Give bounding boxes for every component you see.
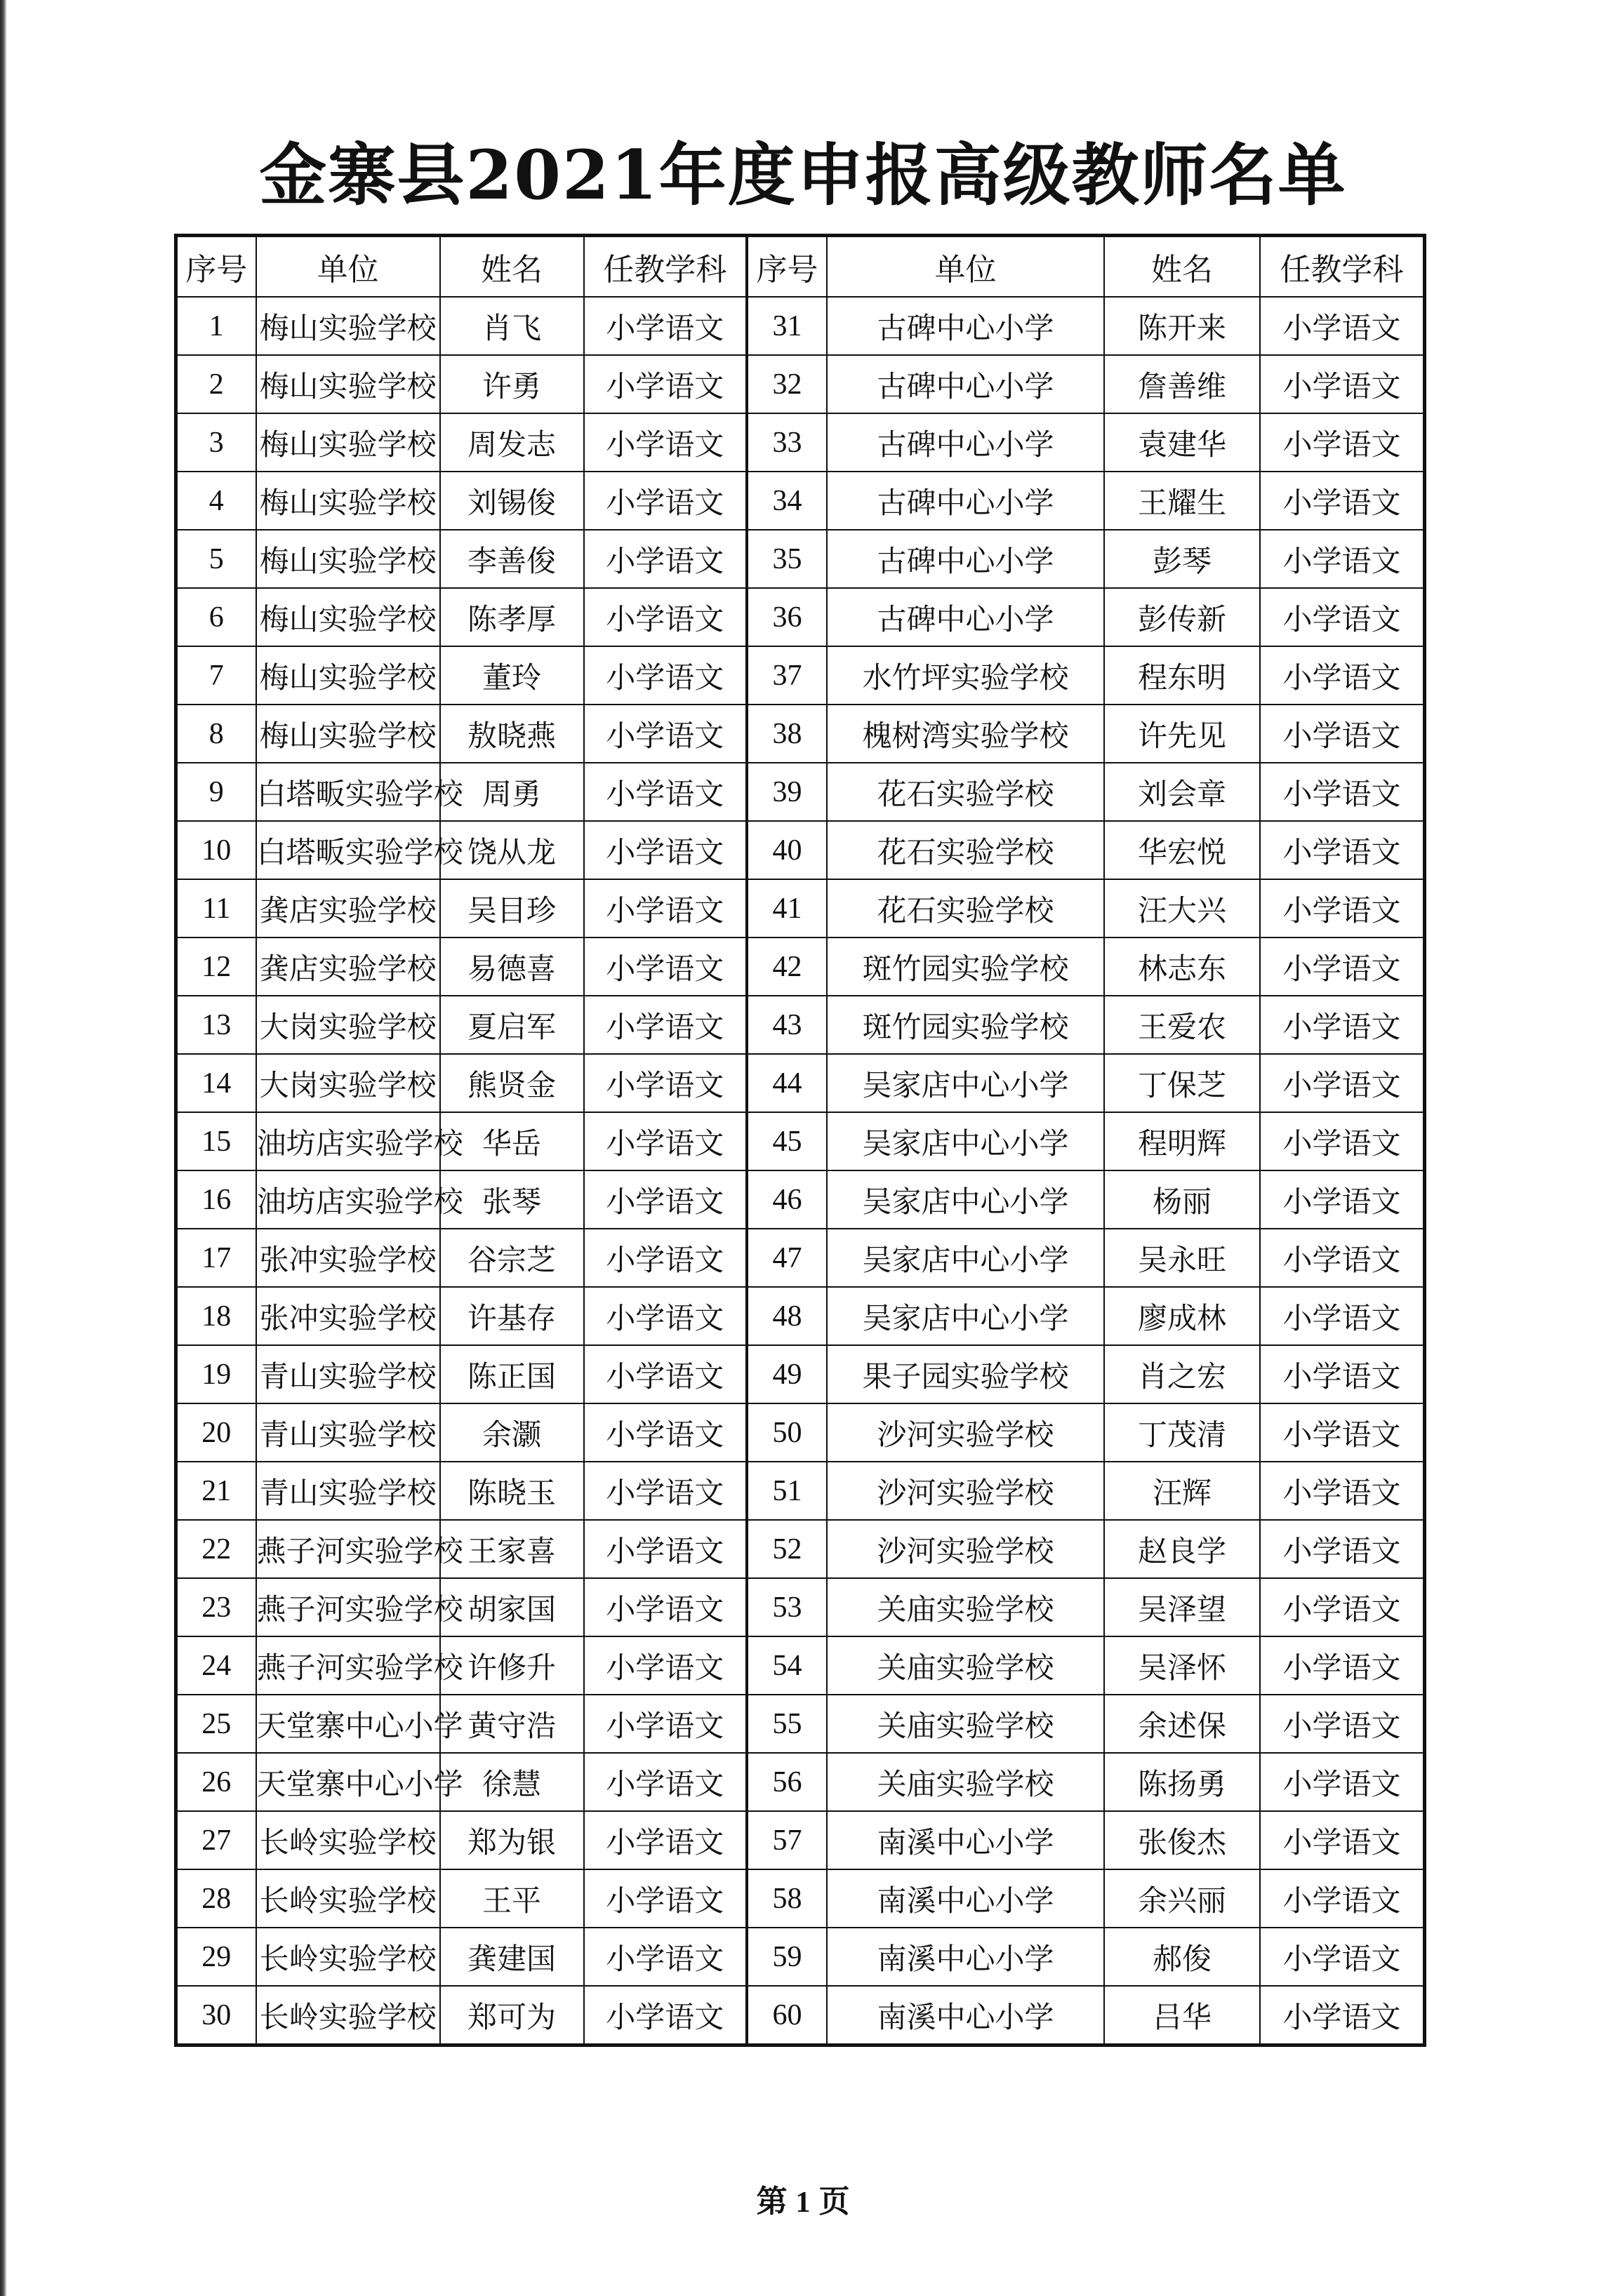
cell-name: 谷宗芝 <box>440 1229 584 1287</box>
cell-seq: 20 <box>176 1403 256 1462</box>
cell-name: 华宏悦 <box>1104 821 1260 879</box>
table-row <box>176 1462 1425 1520</box>
cell-unit: 南溪中心小学 <box>827 1811 1104 1869</box>
cell-subject: 小学语文 <box>1260 1403 1425 1462</box>
cell-seq: 31 <box>747 297 827 355</box>
cell-name: 程明辉 <box>1104 1112 1260 1170</box>
table-row <box>176 472 1425 530</box>
cell-seq: 11 <box>176 879 256 937</box>
cell-subject: 小学语文 <box>1260 879 1425 937</box>
cell-name: 陈扬勇 <box>1104 1753 1260 1811</box>
cell-unit: 吴家店中心小学 <box>827 1229 1104 1287</box>
cell-subject: 小学语文 <box>584 1695 747 1753</box>
cell-unit: 水竹坪实验学校 <box>827 646 1104 705</box>
table-row <box>176 1986 1425 2045</box>
cell-subject: 小学语文 <box>584 1928 747 1986</box>
cell-seq: 50 <box>747 1403 827 1462</box>
cell-subject: 小学语文 <box>584 705 747 763</box>
cell-subject: 小学语文 <box>584 1636 747 1695</box>
cell-subject: 小学语文 <box>584 763 747 821</box>
cell-name: 程东明 <box>1104 646 1260 705</box>
cell-seq: 38 <box>747 705 827 763</box>
cell-seq: 28 <box>176 1869 256 1928</box>
table-row <box>176 1695 1425 1753</box>
cell-name: 余述保 <box>1104 1695 1260 1753</box>
cell-unit: 沙河实验学校 <box>827 1462 1104 1520</box>
cell-subject: 小学语文 <box>584 1054 747 1112</box>
cell-seq: 39 <box>747 763 827 821</box>
cell-seq: 49 <box>747 1345 827 1403</box>
cell-seq: 12 <box>176 937 256 996</box>
cell-unit: 果子园实验学校 <box>827 1345 1104 1403</box>
cell-name: 陈孝厚 <box>440 588 584 646</box>
cell-subject: 小学语文 <box>1260 937 1425 996</box>
cell-name: 林志东 <box>1104 937 1260 996</box>
cell-unit: 长岭实验学校 <box>256 1811 440 1869</box>
cell-name: 王耀生 <box>1104 472 1260 530</box>
cell-unit: 关庙实验学校 <box>827 1753 1104 1811</box>
cell-unit: 南溪中心小学 <box>827 1869 1104 1928</box>
cell-seq: 14 <box>176 1054 256 1112</box>
cell-seq: 4 <box>176 472 256 530</box>
cell-subject: 小学语文 <box>584 1986 747 2045</box>
cell-subject: 小学语文 <box>584 1112 747 1170</box>
cell-name: 王爱农 <box>1104 996 1260 1054</box>
cell-subject: 小学语文 <box>1260 588 1425 646</box>
document-title: 金寨县2021年度申报高级教师名单 <box>259 135 1347 215</box>
cell-name: 许修升 <box>440 1636 584 1695</box>
page-footer <box>0 2181 1606 2223</box>
cell-unit: 长岭实验学校 <box>256 1986 440 2045</box>
teacher-roster-table <box>174 234 1426 2047</box>
cell-name: 吴目珍 <box>440 879 584 937</box>
cell-name: 张俊杰 <box>1104 1811 1260 1869</box>
cell-subject: 小学语文 <box>1260 297 1425 355</box>
cell-subject: 小学语文 <box>1260 1869 1425 1928</box>
cell-name: 杨丽 <box>1104 1170 1260 1229</box>
cell-seq: 22 <box>176 1520 256 1578</box>
cell-unit: 白塔畈实验学校 <box>256 821 440 879</box>
cell-unit: 青山实验学校 <box>256 1403 440 1462</box>
table-row <box>176 1229 1425 1287</box>
cell-subject: 小学语文 <box>1260 646 1425 705</box>
cell-subject: 小学语文 <box>584 297 747 355</box>
table-row <box>176 1112 1425 1170</box>
cell-name: 龚建国 <box>440 1928 584 1986</box>
cell-unit: 古碑中心小学 <box>827 588 1104 646</box>
cell-seq: 36 <box>747 588 827 646</box>
cell-name: 袁建华 <box>1104 413 1260 472</box>
cell-subject: 小学语文 <box>1260 821 1425 879</box>
cell-name: 郑可为 <box>440 1986 584 2045</box>
cell-unit: 长岭实验学校 <box>256 1869 440 1928</box>
cell-unit: 燕子河实验学校 <box>256 1578 440 1636</box>
table-row <box>176 297 1425 355</box>
cell-seq: 26 <box>176 1753 256 1811</box>
cell-unit: 燕子河实验学校 <box>256 1636 440 1695</box>
cell-name: 张琴 <box>440 1170 584 1229</box>
table-row <box>176 705 1425 763</box>
cell-seq: 60 <box>747 1986 827 2045</box>
cell-seq: 21 <box>176 1462 256 1520</box>
cell-unit: 吴家店中心小学 <box>827 1170 1104 1229</box>
cell-name: 胡家国 <box>440 1578 584 1636</box>
cell-unit: 花石实验学校 <box>827 879 1104 937</box>
cell-name: 王平 <box>440 1869 584 1928</box>
cell-seq: 41 <box>747 879 827 937</box>
cell-subject: 小学语文 <box>1260 413 1425 472</box>
cell-seq: 48 <box>747 1287 827 1345</box>
cell-subject: 小学语文 <box>584 1869 747 1928</box>
cell-name: 许基存 <box>440 1287 584 1345</box>
cell-unit: 大岗实验学校 <box>256 996 440 1054</box>
table-row <box>176 1869 1425 1928</box>
cell-subject: 小学语文 <box>584 472 747 530</box>
cell-unit: 青山实验学校 <box>256 1462 440 1520</box>
cell-seq: 19 <box>176 1345 256 1403</box>
cell-name: 肖飞 <box>440 297 584 355</box>
cell-name: 彭琴 <box>1104 530 1260 588</box>
cell-seq: 33 <box>747 413 827 472</box>
cell-unit: 天堂寨中心小学 <box>256 1695 440 1753</box>
cell-unit: 长岭实验学校 <box>256 1928 440 1986</box>
header-name: 姓名 <box>1104 236 1260 298</box>
header-unit: 单位 <box>827 236 1104 298</box>
cell-unit: 龚店实验学校 <box>256 879 440 937</box>
cell-unit: 梅山实验学校 <box>256 413 440 472</box>
cell-name: 汪辉 <box>1104 1462 1260 1520</box>
cell-seq: 51 <box>747 1462 827 1520</box>
cell-name: 詹善维 <box>1104 355 1260 413</box>
cell-seq: 42 <box>747 937 827 996</box>
cell-seq: 25 <box>176 1695 256 1753</box>
cell-subject: 小学语文 <box>584 1287 747 1345</box>
table-row <box>176 355 1425 413</box>
table-row <box>176 1287 1425 1345</box>
cell-subject: 小学语文 <box>584 1462 747 1520</box>
cell-unit: 青山实验学校 <box>256 1345 440 1403</box>
cell-subject: 小学语文 <box>584 646 747 705</box>
cell-name: 余灏 <box>440 1403 584 1462</box>
cell-subject: 小学语文 <box>1260 1287 1425 1345</box>
cell-seq: 53 <box>747 1578 827 1636</box>
cell-seq: 40 <box>747 821 827 879</box>
cell-seq: 7 <box>176 646 256 705</box>
cell-seq: 44 <box>747 1054 827 1112</box>
cell-name: 吴永旺 <box>1104 1229 1260 1287</box>
cell-unit: 油坊店实验学校 <box>256 1170 440 1229</box>
cell-name: 黄守浩 <box>440 1695 584 1753</box>
scan-edge-shadow <box>0 0 7 2296</box>
cell-name: 许勇 <box>440 355 584 413</box>
cell-name: 丁保芝 <box>1104 1054 1260 1112</box>
cell-name: 吕华 <box>1104 1986 1260 2045</box>
cell-name: 刘锡俊 <box>440 472 584 530</box>
table-row <box>176 879 1425 937</box>
table-row <box>176 1345 1425 1403</box>
cell-subject: 小学语文 <box>1260 1578 1425 1636</box>
cell-name: 余兴丽 <box>1104 1869 1260 1928</box>
cell-seq: 16 <box>176 1170 256 1229</box>
table-row <box>176 1928 1425 1986</box>
cell-unit: 吴家店中心小学 <box>827 1054 1104 1112</box>
cell-subject: 小学语文 <box>1260 1695 1425 1753</box>
cell-name: 徐慧 <box>440 1753 584 1811</box>
cell-unit: 梅山实验学校 <box>256 705 440 763</box>
cell-name: 董玲 <box>440 646 584 705</box>
cell-name: 吴泽望 <box>1104 1578 1260 1636</box>
cell-subject: 小学语文 <box>584 1811 747 1869</box>
cell-seq: 43 <box>747 996 827 1054</box>
cell-subject: 小学语文 <box>1260 705 1425 763</box>
cell-seq: 59 <box>747 1928 827 1986</box>
header-unit: 单位 <box>256 236 440 298</box>
cell-name: 郝俊 <box>1104 1928 1260 1986</box>
cell-unit: 梅山实验学校 <box>256 355 440 413</box>
cell-seq: 24 <box>176 1636 256 1695</box>
cell-seq: 55 <box>747 1695 827 1753</box>
cell-subject: 小学语文 <box>1260 1986 1425 2045</box>
page-label-suffix: 页 <box>818 2184 850 2220</box>
cell-unit: 吴家店中心小学 <box>827 1287 1104 1345</box>
header-subject: 任教学科 <box>584 236 747 298</box>
cell-unit: 大岗实验学校 <box>256 1054 440 1112</box>
cell-name: 陈晓玉 <box>440 1462 584 1520</box>
cell-seq: 46 <box>747 1170 827 1229</box>
cell-subject: 小学语文 <box>1260 1462 1425 1520</box>
cell-seq: 58 <box>747 1869 827 1928</box>
cell-name: 赵良学 <box>1104 1520 1260 1578</box>
table-row <box>176 1578 1425 1636</box>
cell-unit: 梅山实验学校 <box>256 530 440 588</box>
cell-seq: 8 <box>176 705 256 763</box>
header-subject: 任教学科 <box>1260 236 1425 298</box>
cell-name: 廖成林 <box>1104 1287 1260 1345</box>
cell-name: 吴泽怀 <box>1104 1636 1260 1695</box>
cell-subject: 小学语文 <box>584 530 747 588</box>
cell-seq: 2 <box>176 355 256 413</box>
table-row <box>176 1520 1425 1578</box>
cell-name: 易德喜 <box>440 937 584 996</box>
page-number: 1 <box>795 2187 811 2219</box>
cell-seq: 6 <box>176 588 256 646</box>
cell-name: 王家喜 <box>440 1520 584 1578</box>
table-row <box>176 646 1425 705</box>
cell-unit: 油坊店实验学校 <box>256 1112 440 1170</box>
table-row <box>176 1403 1425 1462</box>
cell-name: 郑为银 <box>440 1811 584 1869</box>
cell-unit: 张冲实验学校 <box>256 1229 440 1287</box>
cell-subject: 小学语文 <box>584 879 747 937</box>
cell-seq: 1 <box>176 297 256 355</box>
cell-name: 夏启军 <box>440 996 584 1054</box>
cell-name: 许先见 <box>1104 705 1260 763</box>
cell-unit: 梅山实验学校 <box>256 472 440 530</box>
cell-seq: 10 <box>176 821 256 879</box>
cell-subject: 小学语文 <box>1260 355 1425 413</box>
cell-name: 彭传新 <box>1104 588 1260 646</box>
header-seq: 序号 <box>176 236 256 298</box>
cell-seq: 37 <box>747 646 827 705</box>
cell-seq: 47 <box>747 1229 827 1287</box>
table-row <box>176 763 1425 821</box>
cell-seq: 5 <box>176 530 256 588</box>
cell-unit: 关庙实验学校 <box>827 1578 1104 1636</box>
table-row <box>176 530 1425 588</box>
cell-unit: 沙河实验学校 <box>827 1520 1104 1578</box>
cell-unit: 张冲实验学校 <box>256 1287 440 1345</box>
cell-unit: 关庙实验学校 <box>827 1636 1104 1695</box>
cell-subject: 小学语文 <box>1260 1229 1425 1287</box>
cell-subject: 小学语文 <box>1260 1520 1425 1578</box>
cell-seq: 29 <box>176 1928 256 1986</box>
cell-subject: 小学语文 <box>1260 763 1425 821</box>
cell-seq: 17 <box>176 1229 256 1287</box>
cell-seq: 9 <box>176 763 256 821</box>
cell-unit: 白塔畈实验学校 <box>256 763 440 821</box>
cell-subject: 小学语文 <box>1260 1636 1425 1695</box>
cell-unit: 斑竹园实验学校 <box>827 937 1104 996</box>
table-row <box>176 588 1425 646</box>
cell-unit: 花石实验学校 <box>827 763 1104 821</box>
cell-name: 熊贤金 <box>440 1054 584 1112</box>
cell-unit: 南溪中心小学 <box>827 1928 1104 1986</box>
cell-subject: 小学语文 <box>584 996 747 1054</box>
page-label-prefix: 第 <box>756 2184 788 2220</box>
cell-seq: 18 <box>176 1287 256 1345</box>
cell-seq: 32 <box>747 355 827 413</box>
table-row <box>176 996 1425 1054</box>
cell-subject: 小学语文 <box>1260 1170 1425 1229</box>
cell-seq: 45 <box>747 1112 827 1170</box>
cell-unit: 南溪中心小学 <box>827 1986 1104 2045</box>
cell-subject: 小学语文 <box>584 821 747 879</box>
cell-name: 华岳 <box>440 1112 584 1170</box>
cell-subject: 小学语文 <box>1260 1928 1425 1986</box>
table-row <box>176 1636 1425 1695</box>
cell-unit: 吴家店中心小学 <box>827 1112 1104 1170</box>
header-name: 姓名 <box>440 236 584 298</box>
table-row <box>176 937 1425 996</box>
table-row <box>176 1170 1425 1229</box>
cell-name: 李善俊 <box>440 530 584 588</box>
cell-subject: 小学语文 <box>584 1520 747 1578</box>
cell-name: 敖晓燕 <box>440 705 584 763</box>
table-row <box>176 821 1425 879</box>
cell-subject: 小学语文 <box>584 1345 747 1403</box>
cell-unit: 古碑中心小学 <box>827 472 1104 530</box>
cell-unit: 天堂寨中心小学 <box>256 1753 440 1811</box>
cell-subject: 小学语文 <box>584 1403 747 1462</box>
cell-subject: 小学语文 <box>584 413 747 472</box>
header-seq: 序号 <box>747 236 827 298</box>
cell-unit: 梅山实验学校 <box>256 297 440 355</box>
cell-unit: 沙河实验学校 <box>827 1403 1104 1462</box>
cell-unit: 梅山实验学校 <box>256 646 440 705</box>
cell-unit: 古碑中心小学 <box>827 413 1104 472</box>
cell-unit: 古碑中心小学 <box>827 297 1104 355</box>
cell-seq: 54 <box>747 1636 827 1695</box>
cell-seq: 52 <box>747 1520 827 1578</box>
cell-unit: 关庙实验学校 <box>827 1695 1104 1753</box>
table-row <box>176 1753 1425 1811</box>
cell-subject: 小学语文 <box>1260 1054 1425 1112</box>
cell-seq: 15 <box>176 1112 256 1170</box>
cell-name: 丁茂清 <box>1104 1403 1260 1462</box>
cell-subject: 小学语文 <box>584 1229 747 1287</box>
cell-seq: 56 <box>747 1753 827 1811</box>
cell-seq: 35 <box>747 530 827 588</box>
table-header-row <box>176 236 1425 298</box>
cell-seq: 30 <box>176 1986 256 2045</box>
cell-unit: 梅山实验学校 <box>256 588 440 646</box>
cell-subject: 小学语文 <box>1260 1811 1425 1869</box>
cell-name: 肖之宏 <box>1104 1345 1260 1403</box>
cell-subject: 小学语文 <box>584 1170 747 1229</box>
cell-unit: 龚店实验学校 <box>256 937 440 996</box>
cell-name: 刘会章 <box>1104 763 1260 821</box>
table-row <box>176 1054 1425 1112</box>
cell-subject: 小学语文 <box>584 355 747 413</box>
cell-unit: 花石实验学校 <box>827 821 1104 879</box>
cell-name: 周勇 <box>440 763 584 821</box>
table-row <box>176 1811 1425 1869</box>
cell-subject: 小学语文 <box>1260 996 1425 1054</box>
cell-subject: 小学语文 <box>1260 472 1425 530</box>
cell-subject: 小学语文 <box>584 1578 747 1636</box>
cell-unit: 槐树湾实验学校 <box>827 705 1104 763</box>
cell-subject: 小学语文 <box>1260 1753 1425 1811</box>
cell-subject: 小学语文 <box>584 588 747 646</box>
cell-seq: 34 <box>747 472 827 530</box>
cell-unit: 古碑中心小学 <box>827 530 1104 588</box>
cell-subject: 小学语文 <box>1260 530 1425 588</box>
cell-name: 周发志 <box>440 413 584 472</box>
table-row <box>176 413 1425 472</box>
cell-seq: 3 <box>176 413 256 472</box>
cell-name: 饶从龙 <box>440 821 584 879</box>
cell-seq: 27 <box>176 1811 256 1869</box>
cell-unit: 燕子河实验学校 <box>256 1520 440 1578</box>
cell-seq: 57 <box>747 1811 827 1869</box>
cell-seq: 13 <box>176 996 256 1054</box>
cell-subject: 小学语文 <box>584 937 747 996</box>
cell-subject: 小学语文 <box>584 1753 747 1811</box>
cell-subject: 小学语文 <box>1260 1112 1425 1170</box>
cell-unit: 斑竹园实验学校 <box>827 996 1104 1054</box>
cell-subject: 小学语文 <box>1260 1345 1425 1403</box>
cell-name: 陈开来 <box>1104 297 1260 355</box>
cell-name: 陈正国 <box>440 1345 584 1403</box>
cell-unit: 古碑中心小学 <box>827 355 1104 413</box>
cell-name: 汪大兴 <box>1104 879 1260 937</box>
cell-seq: 23 <box>176 1578 256 1636</box>
